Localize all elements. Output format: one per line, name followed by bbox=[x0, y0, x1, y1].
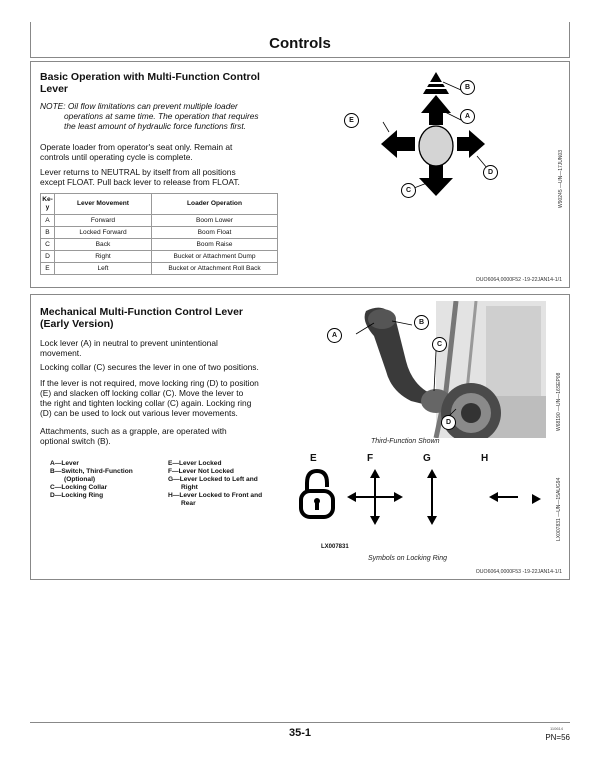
cell-movement: Left bbox=[55, 263, 152, 275]
lock-icon bbox=[301, 471, 333, 517]
callout-b: B bbox=[460, 80, 475, 95]
legend-item: A—Lever bbox=[50, 460, 79, 467]
note-line: the least amount of hydraulic force functions first. bbox=[64, 121, 247, 131]
heading-line: Mechanical Multi-Function Control Lever bbox=[40, 306, 244, 318]
legend-item: G—Lever Locked to Left and bbox=[168, 476, 258, 483]
paragraph-attachments bbox=[40, 426, 302, 446]
cell-key: C bbox=[41, 239, 55, 251]
note-text bbox=[40, 101, 300, 131]
locking-ring-symbols bbox=[293, 467, 518, 527]
legend-item: C—Locking Collar bbox=[50, 484, 108, 491]
cell-operation: Boom Float bbox=[152, 227, 278, 239]
lever-movement-table bbox=[40, 193, 278, 275]
cell-movement: Locked Forward bbox=[55, 227, 152, 239]
photo-callout-d: D bbox=[441, 415, 456, 430]
table-row bbox=[41, 227, 278, 239]
four-way-arrow-icon bbox=[347, 469, 403, 525]
callout-a: A bbox=[460, 109, 475, 124]
arrow-stripes bbox=[427, 82, 445, 84]
legend-right bbox=[168, 460, 288, 508]
symbols-id: LX007831 bbox=[321, 544, 349, 550]
note-line: operations at same time. The operation that requires bbox=[64, 111, 259, 121]
paragraph-lock-lever bbox=[40, 338, 302, 358]
paragraph-locking-collar: Locking collar (C) secures the lever in one of two positions. bbox=[40, 362, 259, 372]
symbol-letter-f: F bbox=[367, 453, 374, 464]
paragraph-neutral bbox=[40, 167, 300, 187]
cell-movement: Forward bbox=[55, 215, 152, 227]
section1-heading: Basic Operation with Multi-Function Control Lever bbox=[40, 71, 260, 95]
legend-item: E—Lever Locked bbox=[168, 460, 222, 467]
symbols-ref: LX007831 —UN—15AUG94 bbox=[556, 477, 562, 541]
callout-d: D bbox=[483, 165, 498, 180]
table-row bbox=[41, 251, 278, 263]
legend-item: D—Locking Ring bbox=[50, 492, 104, 499]
cell-operation: Boom Raise bbox=[152, 239, 278, 251]
para-line: Lock lever (A) in neutral to prevent unintentional bbox=[40, 338, 218, 348]
pn-label: PN=56 bbox=[545, 733, 570, 742]
heading-line: (Early Version) bbox=[40, 318, 114, 330]
cell-key: A bbox=[41, 215, 55, 227]
photo-callout-b: B bbox=[414, 315, 429, 330]
cell-movement: Back bbox=[55, 239, 152, 251]
legend-item: B—Switch, Third-Function bbox=[50, 468, 133, 475]
table-row bbox=[41, 239, 278, 251]
table-header-row bbox=[41, 194, 278, 215]
photo-callout-c: C bbox=[432, 337, 447, 352]
lever-knob bbox=[419, 126, 453, 166]
para-line: controls until operating cycle is complete. bbox=[40, 152, 193, 162]
cell-movement: Right bbox=[55, 251, 152, 263]
legend-item: H—Lever Locked to Front and bbox=[168, 492, 263, 499]
photo-caption: Third-Function Shown bbox=[371, 438, 440, 445]
symbol-letter-h: H bbox=[481, 453, 489, 464]
page-header bbox=[30, 22, 570, 58]
table-row bbox=[41, 215, 278, 227]
cell-key: E bbox=[41, 263, 55, 275]
arrow-left-icon bbox=[381, 130, 397, 158]
section-mechanical-lever bbox=[30, 294, 570, 580]
para-line: If the lever is not required, move locking ring (D) to position bbox=[40, 378, 259, 388]
vertical-arrow-icon bbox=[427, 469, 437, 525]
cell-key: B bbox=[41, 227, 55, 239]
para-line: optional switch (B). bbox=[40, 436, 111, 446]
col-header-key: Ke- y bbox=[41, 194, 55, 215]
symbol-letter-g: G bbox=[423, 453, 431, 464]
footer-ref: OUO6064,0000F53 -19-22JAN14-1/1 bbox=[475, 569, 562, 575]
cell-operation: Bucket or Attachment Dump bbox=[152, 251, 278, 263]
legend-item: Rear bbox=[181, 500, 196, 507]
para-line: the right and tighten locking collar (C) again. Locking ring bbox=[40, 398, 252, 408]
legend-item: Right bbox=[181, 484, 198, 491]
paragraph-operate bbox=[40, 142, 300, 162]
cell-operation: Bucket or Attachment Roll Back bbox=[152, 263, 278, 275]
horizontal-arrow-head-icon bbox=[529, 492, 543, 506]
lever-photo bbox=[316, 301, 546, 438]
photo-callout-a: A bbox=[327, 328, 342, 343]
legend-left bbox=[50, 460, 160, 500]
callout-c: C bbox=[401, 183, 416, 198]
col-header-movement: Lever Movement bbox=[55, 194, 152, 215]
footer-ref: OUO6064,0000F52 -19-22JAN14-1/1 bbox=[475, 277, 562, 283]
symbols-caption: Symbols on Locking Ring bbox=[368, 555, 447, 562]
footer-rule bbox=[30, 722, 570, 723]
para-line: except FLOAT. Pull back lever to release from FLOAT. bbox=[40, 177, 240, 187]
paragraph-locking-ring bbox=[40, 378, 302, 418]
para-line: movement. bbox=[40, 348, 82, 358]
date-code: 110614 bbox=[549, 726, 563, 731]
col-header-operation: Loader Operation bbox=[152, 194, 278, 215]
horizontal-arrow-icon bbox=[489, 492, 518, 502]
note-line: NOTE: Oil flow limitations can prevent multiple loader bbox=[40, 101, 238, 111]
cell-operation: Boom Lower bbox=[152, 215, 278, 227]
arrow-back-icon bbox=[419, 178, 453, 196]
para-line: Lever returns to NEUTRAL by itself from all positions bbox=[40, 167, 236, 177]
para-line: Operate loader from operator's seat only. Remain at bbox=[40, 142, 233, 152]
figure-ref: W90245 —UN—17JUN03 bbox=[558, 149, 564, 208]
section2-heading bbox=[40, 306, 300, 330]
cell-key: D bbox=[41, 251, 55, 263]
para-line: (D) can be used to lock out various lever movements. bbox=[40, 408, 238, 418]
callout-e: E bbox=[344, 113, 359, 128]
symbol-letter-e: E bbox=[310, 453, 317, 464]
table-row bbox=[41, 263, 278, 275]
para-line: Attachments, such as a grapple, are operated with bbox=[40, 426, 227, 436]
lever-movement-diagram bbox=[331, 68, 551, 208]
photo-ref: W68190 —UN—16SEP08 bbox=[556, 372, 562, 431]
section-basic-operation bbox=[30, 61, 570, 288]
page-number: 35-1 bbox=[288, 727, 312, 739]
legend-item: (Optional) bbox=[64, 476, 96, 483]
arrow-forward-icon bbox=[421, 95, 451, 113]
page-title: Controls bbox=[269, 35, 331, 52]
arrow-right-icon bbox=[469, 130, 485, 158]
para-line: (E) and slacken off locking collar (C). Move the lever to bbox=[40, 388, 244, 398]
legend-item: F—Lever Not Locked bbox=[168, 468, 234, 475]
